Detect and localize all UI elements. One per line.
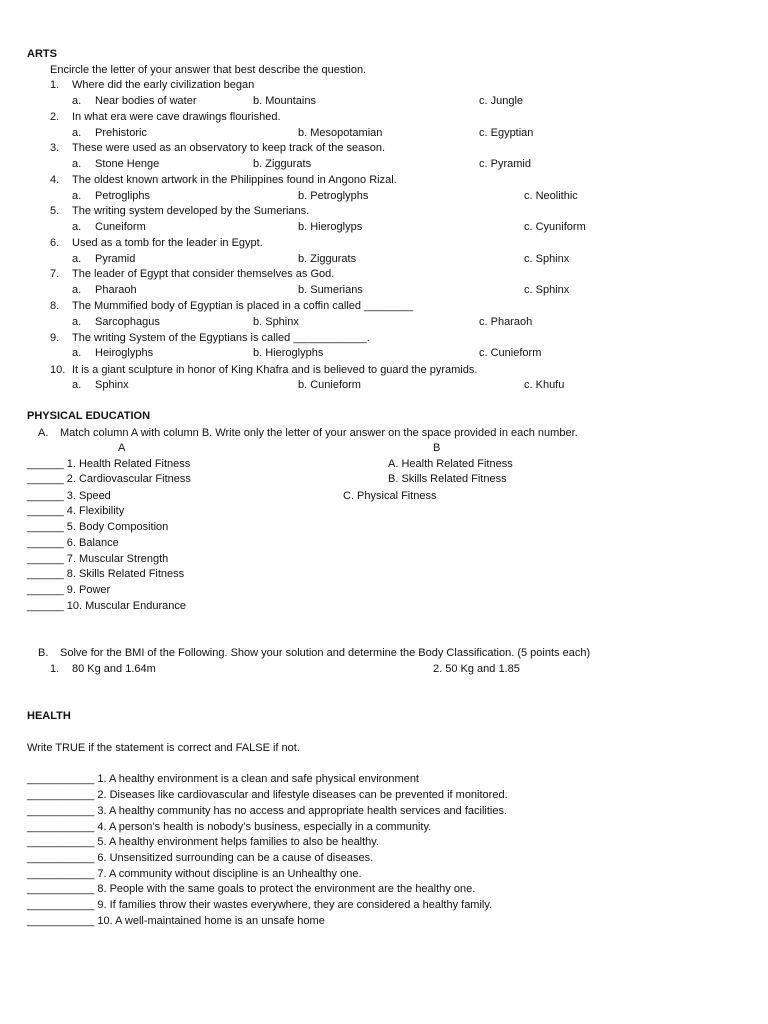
pe-part-a-letter: A. — [38, 427, 49, 439]
option-c: c. Neolithic — [524, 190, 578, 202]
option-a: Prehistoric — [95, 127, 147, 139]
list-item: ___________ 8. People with the same goals to protect the environment are the healthy one. — [27, 883, 476, 895]
pe-part-b-instruction: Solve for the BMI of the Following. Show your solution and determine the Body Classification. (5 points each) — [60, 647, 591, 659]
question-text: The writing system developed by the Sumerians. — [72, 205, 310, 217]
question-number: 10. — [50, 364, 66, 376]
option-a-letter: a. — [72, 284, 82, 296]
option-c: c. Sphinx — [524, 284, 570, 296]
question-number: 6. — [50, 237, 60, 249]
option-a: Sarcophagus — [95, 316, 160, 328]
health-heading: HEALTH — [27, 710, 71, 722]
question-text: It is a giant sculpture in honor of King Khafra and is believed to guard the pyramids. — [72, 364, 478, 376]
option-b: b. Cunieform — [298, 379, 361, 391]
question-text: Where did the early civilization began — [72, 79, 255, 91]
option-b: b. Ziggurats — [253, 158, 312, 170]
option-a-letter: a. — [72, 158, 82, 170]
option-c: c. Sphinx — [524, 253, 570, 265]
option-b: b. Petroglyphs — [298, 190, 369, 202]
option-a: Pharaoh — [95, 284, 137, 296]
option-a: Sphinx — [95, 379, 129, 391]
option-a: Near bodies of water — [95, 95, 197, 107]
question-number: 8. — [50, 300, 60, 312]
question-number: 4. — [50, 174, 60, 186]
question-text: The Mummified body of Egyptian is placed in a coffin called ________ — [72, 300, 414, 312]
option-a-letter: a. — [72, 190, 82, 202]
list-item: ___________ 3. A healthy community has no access and appropriate health services and facilities. — [27, 805, 508, 817]
choice-item: C. Physical Fitness — [343, 490, 437, 502]
bmi-problem: 80 Kg and 1.64m — [72, 663, 156, 675]
question-number: 7. — [50, 268, 60, 280]
option-a: Stone Henge — [95, 158, 160, 170]
question-text: Used as a tomb for the leader in Egypt. — [72, 237, 263, 249]
option-a-letter: a. — [72, 316, 82, 328]
list-item: ___________ 2. Diseases like cardiovascular and lifestyle diseases can be prevented if monitored. — [27, 789, 508, 801]
option-a-letter: a. — [72, 379, 82, 391]
option-a-letter: a. — [72, 253, 82, 265]
list-item: ___________ 5. A healthy environment helps families to also be healthy. — [27, 836, 380, 848]
list-item: ___________ 4. A person’s health is nobody’s business, especially in a community. — [27, 821, 432, 833]
option-a-letter: a. — [72, 221, 82, 233]
question-number: 1. — [50, 79, 60, 91]
list-item: ______ 3. Speed — [27, 490, 111, 502]
pe-part-a-instruction: Match column A with column B. Write only the letter of your answer on the space provided in each number. — [60, 427, 578, 439]
column-b-header: B — [433, 442, 441, 454]
question-number: 9. — [50, 332, 60, 344]
option-a: Heiroglyphs — [95, 347, 154, 359]
pe-heading: PHYSICAL EDUCATION — [27, 410, 151, 422]
option-c: c. Cyuniform — [524, 221, 586, 233]
list-item: ___________ 6. Unsensitized surrounding can be a cause of diseases. — [27, 852, 374, 864]
question-text: These were used as an observatory to keep track of the season. — [72, 142, 386, 154]
option-a: Pyramid — [95, 253, 136, 265]
option-c: c. Jungle — [479, 95, 524, 107]
question-text: The leader of Egypt that consider themselves as God. — [72, 268, 335, 280]
bmi-problem: 2. 50 Kg and 1.85 — [433, 663, 520, 675]
list-item: ______ 5. Body Composition — [27, 521, 169, 533]
option-c: c. Pyramid — [479, 158, 531, 170]
option-c: c. Pharaoh — [479, 316, 533, 328]
option-b: b. Sumerians — [298, 284, 363, 296]
list-item: ______ 1. Health Related Fitness — [27, 458, 191, 470]
option-c: c. Cunieform — [479, 347, 542, 359]
question-text: The oldest known artwork in the Philippines found in Angono Rizal. — [72, 174, 397, 186]
option-c: c. Egyptian — [479, 127, 534, 139]
health-instruction: Write TRUE if the statement is correct and FALSE if not. — [27, 742, 300, 754]
question-text: In what era were cave drawings flourished. — [72, 111, 281, 123]
question-text: The writing System of the Egyptians is called ____________. — [72, 332, 370, 344]
list-item: ______ 9. Power — [27, 584, 111, 596]
option-b: b. Sphinx — [253, 316, 299, 328]
option-b: b. Mountains — [253, 95, 316, 107]
column-a-header: A — [118, 442, 126, 454]
option-c: c. Khufu — [524, 379, 565, 391]
option-b: b. Hieroglyps — [298, 221, 363, 233]
option-a-letter: a. — [72, 347, 82, 359]
option-b: b. Mesopotamian — [298, 127, 383, 139]
bmi-problem-number: 1. — [50, 663, 60, 675]
option-b: b. Ziggurats — [298, 253, 357, 265]
list-item: ___________ 9. If families throw their wastes everywhere, they are considered a healthy family. — [27, 899, 493, 911]
choice-item: B. Skills Related Fitness — [388, 473, 507, 485]
option-a: Petrogliphs — [95, 190, 151, 202]
option-a-letter: a. — [72, 95, 82, 107]
option-b: b. Hieroglyphs — [253, 347, 324, 359]
question-number: 5. — [50, 205, 60, 217]
list-item: ___________ 1. A healthy environment is a clean and safe physical environment — [27, 773, 419, 785]
arts-instruction: Encircle the letter of your answer that best describe the question. — [50, 64, 367, 76]
list-item: ______ 4. Flexibility — [27, 505, 125, 517]
list-item: ______ 7. Muscular Strength — [27, 553, 169, 565]
pe-part-b-letter: B. — [38, 647, 49, 659]
option-a: Cuneiform — [95, 221, 146, 233]
choice-item: A. Health Related Fitness — [388, 458, 513, 470]
question-number: 3. — [50, 142, 60, 154]
option-a-letter: a. — [72, 127, 82, 139]
question-number: 2. — [50, 111, 60, 123]
list-item: ______ 6. Balance — [27, 537, 119, 549]
arts-heading: ARTS — [27, 48, 57, 60]
list-item: ______ 8. Skills Related Fitness — [27, 568, 185, 580]
list-item: ______ 10. Muscular Endurance — [27, 600, 186, 612]
list-item: ______ 2. Cardiovascular Fitness — [27, 473, 191, 485]
list-item: ___________ 7. A community without discipline is an Unhealthy one. — [27, 868, 362, 880]
list-item: ___________ 10. A well-maintained home is an unsafe home — [27, 915, 325, 927]
